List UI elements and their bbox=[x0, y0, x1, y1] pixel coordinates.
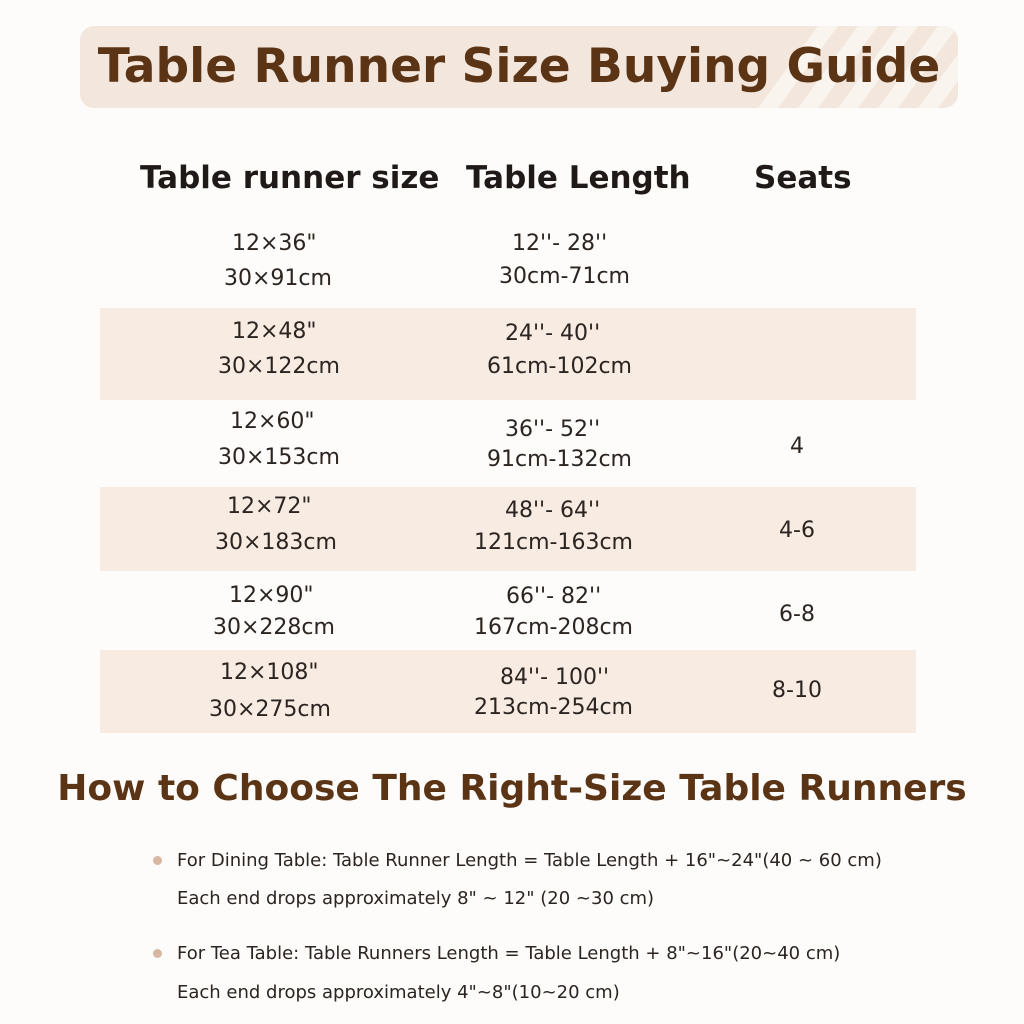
tip-dining-line2: Each end drops approximately 8" ~ 12" (20 ~30 cm) bbox=[177, 888, 655, 909]
table-row-size bbox=[232, 316, 317, 348]
size-inches: 12×60" bbox=[230, 409, 315, 434]
table-row-length-cm bbox=[499, 261, 630, 293]
table-row-length-cm bbox=[474, 612, 633, 644]
table-row-size-cm bbox=[213, 612, 335, 644]
length-inches: 24''- 40'' bbox=[505, 321, 601, 346]
table-row-length bbox=[506, 581, 601, 613]
size-cm: 30×153cm bbox=[218, 445, 340, 470]
size-inches: 12×36" bbox=[232, 231, 317, 256]
seats-value: 6-8 bbox=[779, 602, 815, 627]
length-cm: 167cm-208cm bbox=[474, 615, 633, 640]
header-table-runner-size: Table runner size bbox=[140, 160, 440, 196]
size-inches: 12×48" bbox=[232, 319, 317, 344]
seats-value: 8-10 bbox=[772, 678, 822, 703]
page-title: Table Runner Size Buying Guide bbox=[97, 39, 941, 94]
table-row-size bbox=[230, 406, 315, 438]
size-inches: 12×108" bbox=[220, 660, 319, 685]
header-table-length: Table Length bbox=[466, 160, 691, 196]
table-row-length-cm bbox=[474, 692, 633, 724]
table-row-size bbox=[232, 228, 317, 260]
size-cm: 30×183cm bbox=[215, 530, 337, 555]
size-cm: 30×228cm bbox=[213, 615, 335, 640]
how-to-heading: How to Choose The Right-Size Table Runners bbox=[57, 768, 967, 809]
table-row-length-cm bbox=[487, 444, 632, 476]
seats-value: 4-6 bbox=[779, 518, 815, 543]
table-row-size-cm bbox=[215, 527, 337, 559]
size-inches: 12×72" bbox=[227, 494, 312, 519]
table-row-length-cm bbox=[474, 527, 633, 559]
length-inches: 12''- 28'' bbox=[512, 231, 608, 256]
table-row-size-cm bbox=[209, 694, 331, 726]
table-row-length bbox=[512, 228, 607, 260]
length-cm: 61cm-102cm bbox=[487, 354, 632, 379]
table-row-size-cm bbox=[224, 263, 332, 295]
length-cm: 91cm-132cm bbox=[487, 447, 632, 472]
seats-value: 4 bbox=[790, 434, 804, 459]
header-seats: Seats bbox=[754, 160, 852, 196]
table-row-size-cm bbox=[218, 442, 340, 474]
table-row-length bbox=[505, 495, 600, 527]
length-inches: 48''- 64'' bbox=[505, 498, 601, 523]
length-inches: 36''- 52'' bbox=[505, 417, 601, 442]
table-row-size bbox=[229, 580, 314, 612]
size-inches: 12×90" bbox=[229, 583, 314, 608]
length-cm: 121cm-163cm bbox=[474, 530, 633, 555]
bullet-dot bbox=[153, 949, 162, 958]
table-row-length-cm bbox=[487, 351, 632, 383]
table-row-size bbox=[220, 657, 319, 689]
table-row-length bbox=[505, 414, 600, 446]
length-inches: 66''- 82'' bbox=[506, 584, 602, 609]
bullet-dot bbox=[153, 856, 162, 865]
length-inches: 84''- 100'' bbox=[500, 665, 610, 690]
table-row-length bbox=[505, 318, 600, 350]
length-cm: 30cm-71cm bbox=[499, 264, 630, 289]
tip-tea-line2: Each end drops approximately 4"~8"(10~20 cm) bbox=[177, 982, 620, 1003]
title-banner bbox=[80, 26, 958, 108]
tip-tea-line1: For Tea Table: Table Runners Length = Table Length + 8"~16"(20~40 cm) bbox=[177, 943, 841, 964]
size-cm: 30×91cm bbox=[224, 266, 332, 291]
length-cm: 213cm-254cm bbox=[474, 695, 633, 720]
tip-dining-line1: For Dining Table: Table Runner Length = Table Length + 16"~24"(40 ~ 60 cm) bbox=[177, 850, 882, 871]
table-row-length bbox=[500, 662, 609, 694]
size-cm: 30×275cm bbox=[209, 697, 331, 722]
size-cm: 30×122cm bbox=[218, 354, 340, 379]
table-row-size-cm bbox=[218, 351, 340, 383]
table-row-size bbox=[227, 491, 312, 523]
